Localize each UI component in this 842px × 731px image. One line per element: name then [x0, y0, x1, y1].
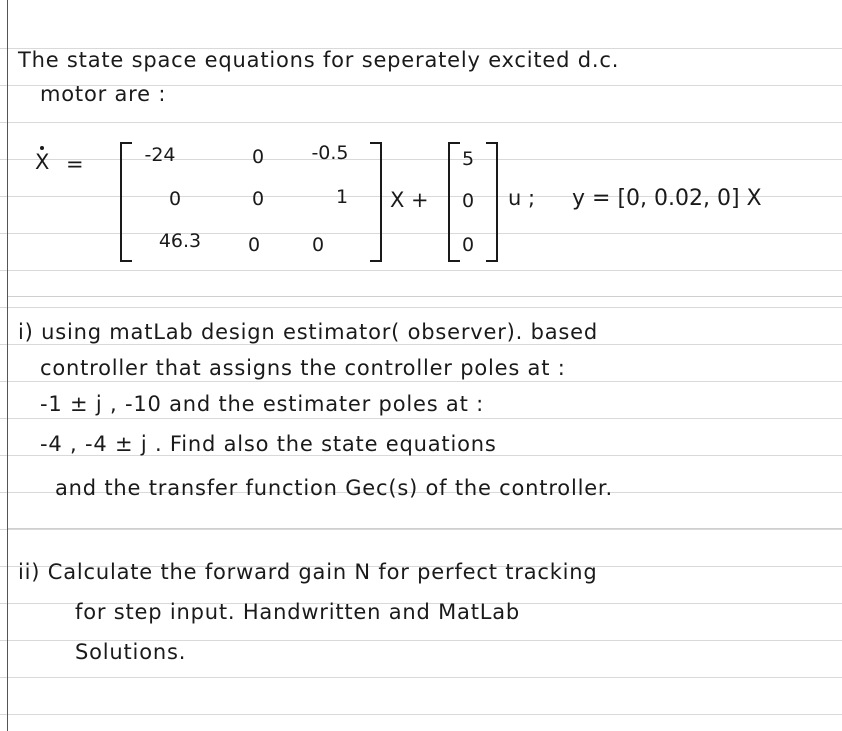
margin-line	[7, 0, 8, 731]
a-cell: 0	[251, 188, 265, 210]
a-cell: -24	[144, 144, 176, 166]
b-cell: 5	[461, 148, 475, 170]
x-dot-symbol: X	[35, 150, 50, 174]
b-cell: 0	[461, 190, 475, 212]
part-i-line-1: i) using matLab design estimator( observer). based	[18, 320, 599, 344]
x-plus: X +	[390, 188, 429, 212]
output-equation: y = [0, 0.02, 0] X	[572, 186, 762, 211]
divider	[8, 296, 842, 297]
equals-sign: =	[66, 152, 84, 176]
part-i-line-2: controller that assigns the controller poles at :	[40, 356, 566, 380]
divider	[8, 528, 842, 529]
part-ii-line-1: ii) Calculate the forward gain N for perfect tracking	[18, 560, 598, 584]
part-i-line-4: -4 , -4 ± j . Find also the state equations	[40, 432, 497, 456]
part-ii-line-2: for step input. Handwritten and MatLab	[75, 600, 521, 624]
a-cell: 46.3	[158, 230, 202, 252]
a-cell: -0.5	[311, 142, 349, 164]
a-cell: 0	[311, 234, 325, 256]
part-i-line-5: and the transfer function Gec(s) of the controller.	[55, 476, 613, 500]
input-term: u ;	[508, 186, 536, 210]
a-cell: 0	[251, 146, 265, 168]
intro-line-2: motor are :	[40, 82, 167, 106]
a-cell: 0	[247, 234, 261, 256]
b-cell: 0	[461, 234, 475, 256]
part-i-line-3: -1 ± j , -10 and the estimater poles at :	[40, 392, 484, 416]
part-ii-line-3: Solutions.	[75, 640, 187, 664]
state-space-equation	[0, 130, 842, 270]
a-cell: 0	[168, 188, 182, 210]
a-cell: 1	[335, 186, 349, 208]
intro-line-1: The state space equations for seperately excited d.c.	[18, 48, 620, 72]
